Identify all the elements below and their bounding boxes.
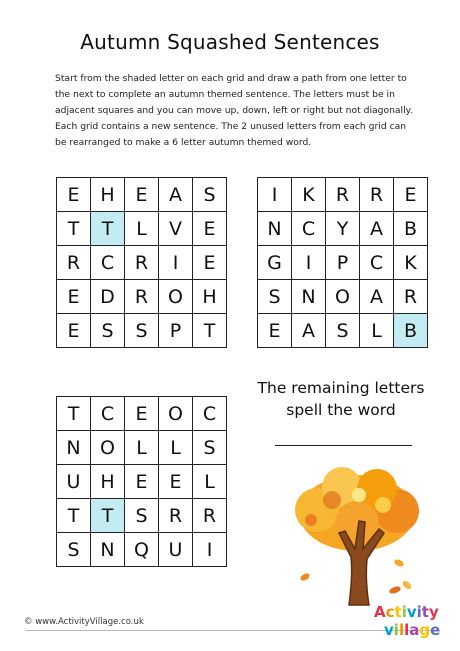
grid-3-cell: Q — [125, 533, 159, 567]
grid-3-cell: E — [125, 397, 159, 431]
grid-3-cell: T — [57, 397, 91, 431]
grid-2-cell: N — [258, 212, 292, 246]
grid-3-cell: I — [193, 533, 227, 567]
grid-3-cell: S — [57, 533, 91, 567]
remaining-line-1: The remaining letters — [257, 379, 425, 397]
grid-2-cell: I — [258, 178, 292, 212]
grid-1-cell: A — [159, 178, 193, 212]
letter-grid-1 — [56, 177, 227, 348]
grid-2-cell: S — [326, 314, 360, 348]
grid-3-cell: T — [57, 499, 91, 533]
grid-1-cell: P — [159, 314, 193, 348]
grid-2-cell: C — [360, 246, 394, 280]
grid-3-cell: C — [193, 397, 227, 431]
grid-3-cell: L — [193, 465, 227, 499]
grid-3-cell: C — [91, 397, 125, 431]
letter-grid-2 — [257, 177, 428, 348]
footer-url: © www.ActivityVillage.co.uk — [24, 617, 144, 627]
grid-2-cell: E — [258, 314, 292, 348]
grid-1-cell: H — [91, 178, 125, 212]
grid-2-cell: A — [360, 280, 394, 314]
grid-2-cell: K — [292, 178, 326, 212]
grid-1-cell: O — [159, 280, 193, 314]
grid-1-cell: E — [125, 178, 159, 212]
grid-3-cell: N — [91, 533, 125, 567]
grid-3-cell: T — [91, 499, 125, 533]
grid-3-cell: U — [159, 533, 193, 567]
grid-3-cell: H — [91, 465, 125, 499]
grid-2-cell: Y — [326, 212, 360, 246]
autumn-tree-illustration — [287, 465, 427, 615]
grid-2-cell: E — [394, 178, 428, 212]
grid-3-cell: O — [159, 397, 193, 431]
grid-1-cell: T — [193, 314, 227, 348]
grid-1-cell: L — [125, 212, 159, 246]
grid-1-cell: E — [193, 212, 227, 246]
grid-1-cell: T — [57, 212, 91, 246]
grid-1-cell: S — [193, 178, 227, 212]
page-title: Autumn Squashed Sentences — [80, 30, 380, 54]
grid-1-cell: V — [159, 212, 193, 246]
svg-text:village: village — [384, 621, 441, 639]
grid-2-cell: A — [360, 212, 394, 246]
grid-3-cell: E — [125, 465, 159, 499]
grid-3-cell: E — [159, 465, 193, 499]
svg-text:Activity: Activity — [374, 603, 439, 621]
instructions-text: Start from the shaded letter on each grid and draw a path from one letter to the next to complete an autumn themed sentence. The letters must be in adjacent squares and you can move up, down, left or right but not diagonally. Each grid contains a new sentence. The 2 unused letters from each grid can be rearranged to make a 6 letter autumn themed word. — [55, 73, 413, 148]
grid-2-cell: R — [360, 178, 394, 212]
grid-1-cell: H — [193, 280, 227, 314]
grid-1-cell: E — [57, 280, 91, 314]
grid-3-cell: R — [193, 499, 227, 533]
grid-2-cell: P — [326, 246, 360, 280]
grid-2-cell: I — [292, 246, 326, 280]
answer-write-line — [275, 445, 412, 446]
grid-3-cell: U — [57, 465, 91, 499]
grid-2-cell: L — [360, 314, 394, 348]
letter-grid-3 — [56, 396, 227, 567]
grid-2-cell: S — [258, 280, 292, 314]
grid-3-cell: L — [125, 431, 159, 465]
grid-3-cell: S — [125, 499, 159, 533]
grid-1-cell: E — [57, 314, 91, 348]
grid-1-cell: C — [91, 246, 125, 280]
grid-2-cell: G — [258, 246, 292, 280]
grid-3-cell: S — [193, 431, 227, 465]
tree-trunk — [339, 521, 384, 605]
grid-2-cell: C — [292, 212, 326, 246]
grid-1-cell: E — [193, 246, 227, 280]
grid-3-cell: O — [91, 431, 125, 465]
grid-2-cell: K — [394, 246, 428, 280]
grid-3-cell: R — [159, 499, 193, 533]
grid-1-cell: S — [91, 314, 125, 348]
grid-2-cell: R — [394, 280, 428, 314]
grid-2-cell: N — [292, 280, 326, 314]
grid-1-cell: S — [125, 314, 159, 348]
activity-village-logo — [366, 597, 456, 643]
grid-1-cell: R — [57, 246, 91, 280]
grid-1-cell: D — [91, 280, 125, 314]
grid-1-cell: E — [57, 178, 91, 212]
grid-1-cell: T — [91, 212, 125, 246]
remaining-letters-prompt — [248, 377, 434, 421]
grid-1-cell: I — [159, 246, 193, 280]
remaining-line-2: spell the word — [286, 401, 396, 419]
grid-1-cell: R — [125, 246, 159, 280]
grid-2-cell: O — [326, 280, 360, 314]
grid-2-cell: A — [292, 314, 326, 348]
grid-3-cell: N — [57, 431, 91, 465]
grid-3-cell: L — [159, 431, 193, 465]
grid-2-cell: B — [394, 212, 428, 246]
grid-1-cell: R — [125, 280, 159, 314]
grid-2-cell: B — [394, 314, 428, 348]
grid-2-cell: R — [326, 178, 360, 212]
